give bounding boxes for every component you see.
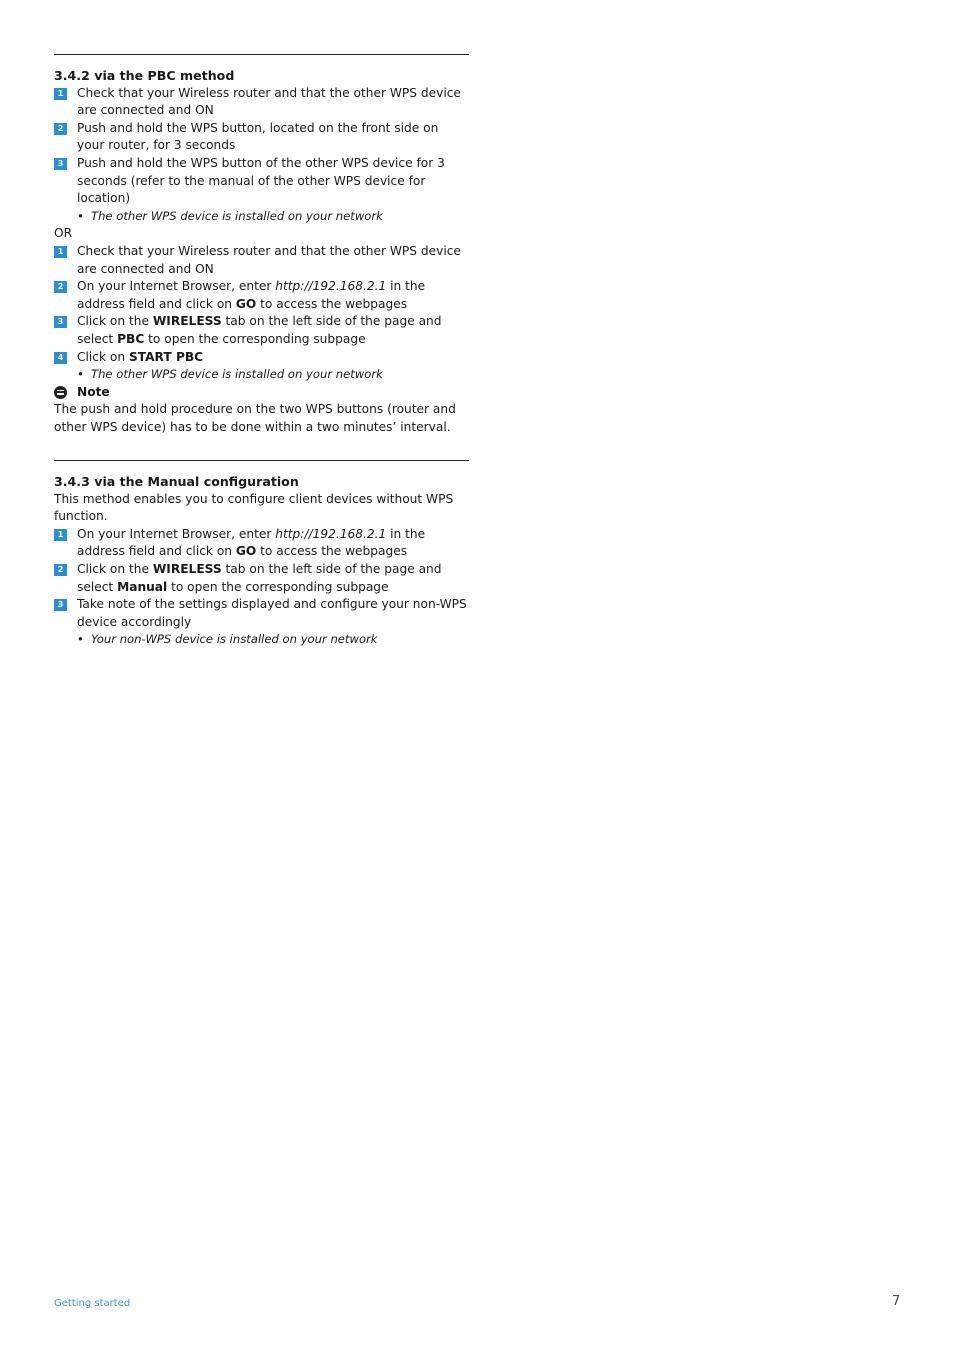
step-number-badge: 2 xyxy=(54,281,67,293)
note-icon xyxy=(54,386,67,399)
step-number-badge: 2 xyxy=(54,564,67,576)
section-pbc xyxy=(54,54,469,436)
step-text: Click on the WIRELESS tab on the left side of the page and select Manual to open the corresponding subpage xyxy=(77,561,442,594)
go-label: GO xyxy=(235,544,257,559)
note-text: The push and hold procedure on the two WPS buttons (router and other WPS device) has to be done within a two minutes’ interval. xyxy=(54,402,456,434)
step-number-badge: 3 xyxy=(54,316,67,328)
step-number-badge: 3 xyxy=(54,158,67,170)
section-manual xyxy=(54,460,469,649)
note-title: Note xyxy=(77,384,110,399)
step-item xyxy=(54,120,469,155)
go-label: GO xyxy=(235,296,257,311)
or-separator: OR xyxy=(54,226,73,241)
step-item xyxy=(54,349,469,367)
step-number-badge: 1 xyxy=(54,529,67,541)
section-title: 3.4.3 via the Manual configuration xyxy=(54,474,299,489)
pbc-label: PBC xyxy=(117,331,145,346)
step-text: Click on START PBC xyxy=(77,349,204,364)
url-text: http://192.168.2.1 xyxy=(275,279,387,294)
page-number: 7 xyxy=(892,1294,901,1309)
step-text: On your Internet Browser, enter http://192.168.2.1 in the address field and click on GO to access the webpages xyxy=(77,279,426,311)
url-text: http://192.168.2.1 xyxy=(275,526,387,541)
step-text: Check that your Wireless router and that the other WPS device are connected and ON xyxy=(77,85,461,118)
step-item xyxy=(54,278,469,313)
result-bullet: • Your non-WPS device is installed on your network xyxy=(54,631,469,649)
section-title: 3.4.2 via the PBC method xyxy=(54,68,235,83)
step-item xyxy=(54,596,469,631)
wireless-label: WIRELESS xyxy=(152,561,222,576)
step-number-badge: 2 xyxy=(54,123,67,135)
step-number-badge: 1 xyxy=(54,246,67,258)
footer-section-label: Getting started xyxy=(54,1298,131,1309)
section-intro: This method enables you to configure client devices without WPS function. xyxy=(54,491,454,524)
note-heading xyxy=(54,384,469,402)
step-number-badge: 3 xyxy=(54,599,67,611)
step-item xyxy=(54,155,469,208)
step-text: Take note of the settings displayed and configure your non-WPS device accordingly xyxy=(77,597,467,629)
result-bullet: • The other WPS device is installed on your network xyxy=(54,366,469,384)
step-item xyxy=(54,526,469,561)
step-number-badge: 4 xyxy=(54,352,67,364)
step-text: On your Internet Browser, enter http://192.168.2.1 in the address field and click on GO to access the webpages xyxy=(77,526,426,559)
start-pbc-label: START PBC xyxy=(128,349,204,364)
step-item xyxy=(54,561,469,596)
step-number-badge: 1 xyxy=(54,88,67,100)
step-text: Push and hold the WPS button, located on the front side on your router, for 3 seconds xyxy=(77,120,439,153)
step-text: Push and hold the WPS button of the other WPS device for 3 seconds (refer to the manual of the other WPS device for location) xyxy=(77,155,445,206)
wireless-label: WIRELESS xyxy=(152,314,222,329)
step-text: Click on the WIRELESS tab on the left side of the page and select PBC to open the corresponding subpage xyxy=(77,314,442,346)
step-item xyxy=(54,313,469,348)
step-item xyxy=(54,243,469,278)
manual-label: Manual xyxy=(117,579,168,594)
step-text: Check that your Wireless router and that the other WPS device are connected and ON xyxy=(77,243,461,276)
step-item xyxy=(54,85,469,120)
result-bullet: • The other WPS device is installed on your network xyxy=(54,208,469,226)
